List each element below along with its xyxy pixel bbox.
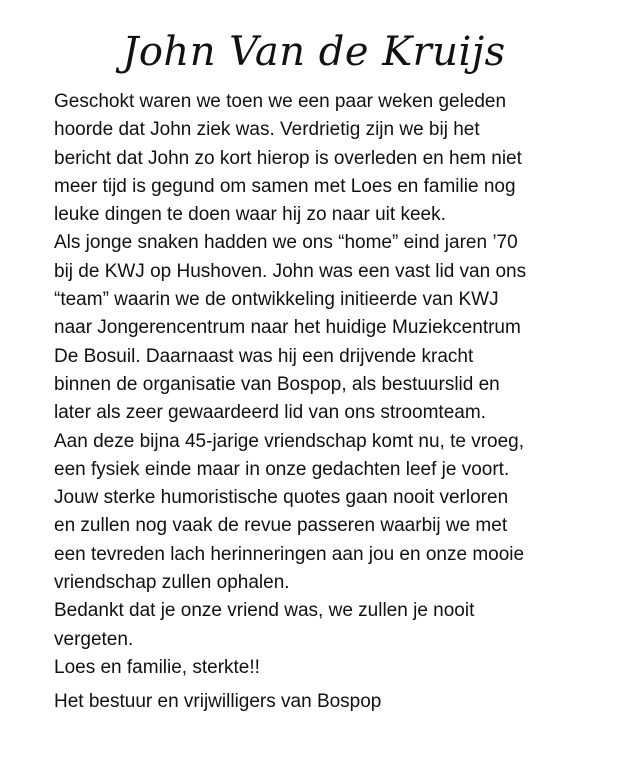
text-line: hoorde dat John ziek was. Verdrietig zijn we bij het <box>54 119 480 141</box>
text-line: meer tijd is gegund om samen met Loes en familie nog <box>54 175 516 197</box>
text-line: Als jonge snaken hadden we ons “home” eind jaren ’70 <box>54 232 518 254</box>
text-line: “team” waarin we de ontwikkeling initieerde van KWJ <box>54 289 499 311</box>
text-line: Bedankt dat je onze vriend was, we zullen je nooit <box>54 600 475 622</box>
text-line: een fysiek einde maar in onze gedachten leef je voort. <box>54 458 510 480</box>
text-line: later als zeer gewaardeerd lid van ons stroomteam. <box>54 402 486 424</box>
signature: Het bestuur en vrijwilligers van Bospop <box>54 691 382 712</box>
text-line: naar Jongerencentrum naar het huidige Muziekcentrum <box>54 317 521 339</box>
text-line: Aan deze bijna 45-jarige vriendschap komt nu, te vroeg, <box>54 430 524 452</box>
text-line: bericht dat John zo kort hierop is overleden en hem niet <box>54 147 522 169</box>
text-line: een tevreden lach herinneringen aan jou en onze mooie <box>54 543 525 565</box>
text-line: Loes en familie, sterkte!! <box>54 656 260 678</box>
text-line: Geschokt waren we toen we een paar weken geleden <box>54 91 507 112</box>
text-line: bij de KWJ op Hushoven. John was een vast lid van ons <box>54 260 527 282</box>
memorial-text <box>54 88 614 682</box>
text-line: binnen de organisatie van Bospop, als bestuurslid en <box>54 373 500 395</box>
text-line: en zullen nog vaak de revue passeren waarbij we met <box>54 515 508 537</box>
page-title: John Van de Kruijs <box>122 29 506 75</box>
text-line: vriendschap zullen ophalen. <box>54 572 290 594</box>
text-line: leuke dingen te doen waar hij zo naar uit keek. <box>54 204 446 226</box>
text-line: Jouw sterke humoristische quotes gaan nooit verloren <box>54 487 509 509</box>
text-line: vergeten. <box>54 628 134 650</box>
text-line: De Bosuil. Daarnaast was hij een drijvende kracht <box>54 345 474 367</box>
